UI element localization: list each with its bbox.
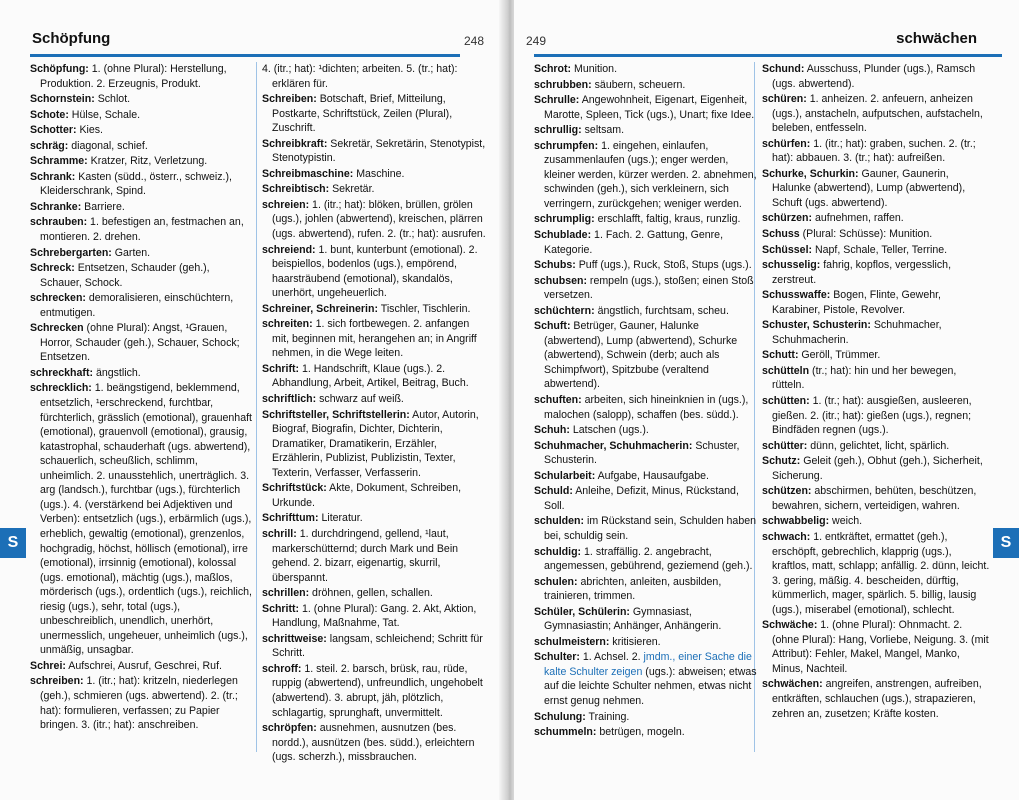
entry-definition: 1. Achsel. 2. — [579, 651, 644, 664]
entry-definition: Akte, Dokument, Schreiben, Urkunde. — [272, 482, 462, 509]
entry-definition: ängstlich. — [93, 366, 141, 379]
right-column-2 — [762, 62, 990, 722]
dictionary-entry — [30, 200, 252, 215]
dictionary-entry — [762, 62, 990, 91]
entry-headword: Schulung: — [534, 710, 586, 723]
entry-headword: schulmeistern: — [534, 635, 610, 648]
dictionary-entry — [534, 319, 760, 392]
entry-headword: Schreiben: — [262, 93, 317, 106]
entry-definition: weich. — [829, 515, 863, 528]
entry-definition: 1. sich fortbewegen. 2. anfangen mit, beginnen mit, herangehen an; in Angriff nehmen, in die Wege leiten. — [272, 318, 477, 360]
dictionary-entry — [30, 291, 252, 320]
dictionary-entry — [762, 243, 990, 258]
left-thumb-tab: S — [0, 528, 26, 558]
entry-headword: schräg: — [30, 139, 69, 152]
entry-definition: langsam, schleichend; Schritt für Schritt. — [272, 632, 483, 660]
dictionary-entry — [30, 92, 252, 107]
entry-definition: Entsetzen, Schauder (geh.), Schauer, Schock. — [40, 262, 210, 289]
entry-headword: schreiben: — [30, 675, 84, 688]
entry-definition: ausnehmen, ausnutzen (bes. nordd.), ausnützen (bes. südd.), erleichtern (ugs. scherzh.), missbrauchen. — [272, 722, 475, 764]
dictionary-entry — [534, 78, 760, 93]
entry-headword: schürfen: — [762, 137, 811, 150]
dictionary-entry — [534, 545, 760, 574]
entry-headword: Schreibkraft: — [262, 137, 328, 150]
entry-definition: 1. bunt, kunterbunt (emotional). 2. beispiellos, bodenlos (ugs.), empörend, haarsträubend (emotional), skandalös, unerhört, ungeheuerlich. — [272, 243, 478, 300]
dictionary-entry — [30, 215, 252, 244]
dictionary-entry — [262, 317, 488, 361]
entry-definition: Ausschuss, Plunder (ugs.), Ramsch (ugs. abwertend). — [772, 63, 976, 90]
dictionary-entry — [262, 243, 488, 301]
entry-definition: Garten. — [111, 246, 151, 259]
entry-headword: Schornstein: — [30, 93, 95, 106]
entry-definition: Gauner, Gaunerin, Halunke (abwertend), Lump (abwertend), Schuft (ugs. abwertend). — [772, 167, 966, 209]
entry-definition: Aufgabe, Hausaufgabe. — [595, 469, 709, 482]
dictionary-entry — [534, 62, 760, 77]
entry-definition: Napf, Schale, Teller, Terrine. — [812, 243, 948, 256]
entry-headword: schreiend: — [262, 243, 316, 256]
dictionary-entry — [762, 348, 990, 363]
dictionary-entry — [762, 530, 990, 617]
dictionary-entry — [30, 170, 252, 199]
entry-headword: schrecklich: — [30, 382, 92, 395]
entry-headword: schüchtern: — [534, 304, 595, 317]
right-thumb-tab: S — [993, 528, 1019, 558]
dictionary-entry — [262, 662, 488, 720]
left-column-divider — [256, 62, 257, 752]
entry-definition: Schlot. — [94, 93, 131, 106]
dictionary-entry — [30, 154, 252, 169]
entry-definition: 1. beängstigend, beklemmend, entsetzlich, ¹erschreckend, furchtbar, fürchterlich, grässlich (emotional), grauenhaft (emotional), grauenvoll (emotional), grausig, katastrophal, schauderhaft (ugs. abwertend), schauerlich, scheußlich, schlimm, unheimlich. 2. unausstehlich, unerträglich. 3. arg (landsch.), furchtbar (ugs.), fürchterlich (ugs.). 4. (verstärkend bei Adjektiven und Verben): entsetzlich (ugs.), erbärmlich (ugs.), erheblich, gewaltig (emotional), grenzenlos, hochgradig, höchst, höllisch (emotional), irre (emotional), irrsinnig (emotional), kolossal (ugs. emotional), mächtig (ugs.), maßlos, mörderisch (ugs.), ordentlich (ugs.), reichlich, riesig (ugs.), sehr, total (ugs.), unbeschreiblich, unendlich, unerhört, unermesslich, ungeheuer, unheimlich (ugs.), unmäßig, unsagbar. — [40, 382, 252, 657]
dictionary-entry — [534, 258, 760, 273]
dictionary-entry — [534, 484, 760, 513]
right-header-rule — [534, 54, 1002, 57]
entry-definition: Schuhmacher, Schuhmacherin. — [772, 319, 942, 346]
entry-definition: Maschine. — [353, 167, 405, 180]
entry-definition: arbeiten, sich hineinknien in (ugs.), malochen (salopp), schaffen (bes. südd.). — [544, 394, 749, 421]
dictionary-entry — [30, 674, 252, 732]
entry-definition: 1. steil. 2. barsch, brüsk, rau, rüde, ruppig (abwertend), unfreundlich, ungehobelt (abwertend). 3. abrupt, jäh, plötzlich, schlagartig, sprunghaft, unvermittelt. — [272, 662, 483, 719]
left-column-1 — [30, 62, 252, 734]
entry-headword: schrumplig: — [534, 213, 595, 226]
entry-definition: Botschaft, Brief, Mitteilung, Postkarte, Schriftstück, Zeilen (Plural), Zuschrift. — [272, 93, 453, 135]
dictionary-entry — [30, 139, 252, 154]
dictionary-entry — [262, 511, 488, 526]
entry-definition: 1. (itr.; hat): blöken, brüllen, grölen (ugs.), johlen (abwertend), kreischen, plärren (ugs. abwertend), rufen. 2. (tr.; hat): ausrufen. — [272, 198, 486, 241]
entry-headword: Schrift: — [262, 362, 300, 375]
entry-definition: Autor, Autorin, Biograf, Biografin, Dichter, Dichterin, Dramatiker, Dramatikerin, Erzähler, Erzählerin, Publizist, Publizistin, Texter, Texterin, Verfasser, Verfasserin. — [272, 408, 479, 479]
entry-headword: Schrot: — [534, 63, 572, 75]
dictionary-entry — [534, 123, 760, 138]
entry-headword: schrullig: — [534, 124, 582, 137]
entry-definition: (tr.; hat): hin und her bewegen, rütteln. — [772, 364, 957, 392]
dictionary-entry — [534, 139, 760, 212]
entry-definition: Geröll, Trümmer. — [798, 349, 881, 362]
entry-headword: Schurke, Schurkin: — [762, 167, 859, 180]
entry-headword: Schublade: — [534, 229, 592, 242]
left-column-2 — [262, 62, 488, 766]
entry-headword: Schund: — [762, 63, 805, 75]
entry-definition: Tischler, Tischlerin. — [378, 302, 471, 315]
entry-headword: Schuft: — [534, 320, 571, 333]
entry-headword: schreien: — [262, 198, 310, 211]
entry-definition: Barriere. — [81, 200, 125, 213]
entry-definition: Gymnasiast, Gymnasiastin; Anhänger, Anhängerin. — [544, 605, 722, 633]
entry-definition: 4. (itr.; hat): ¹dichten; arbeiten. 5. (tr.; hat): erklären für. — [262, 63, 458, 90]
entry-phrase-highlight: jmdm., einer Sache die kalte Schulter zeigen — [544, 651, 752, 678]
dictionary-entry — [762, 454, 990, 483]
right-column-1 — [534, 62, 760, 741]
dictionary-entry — [762, 677, 990, 721]
entry-definition: 1. anheizen. 2. anfeuern, anheizen (ugs.), anstacheln, aufputschen, aufstacheln, beleben, entfesseln. — [772, 93, 983, 135]
dictionary-entry — [30, 246, 252, 261]
entry-definition: 1. eingehen, einlaufen, zusammenlaufen (ugs.); enger werden, kleiner werden, kürzer werden. 2. abnehmen, schwinden (geh.), sich verkleinern, sich verringern, zurückgehen; weniger werden. — [544, 139, 757, 210]
entry-headword: schuften: — [534, 394, 582, 407]
dictionary-entry — [262, 392, 488, 407]
dictionary-entry — [534, 605, 760, 634]
entry-definition: 1. durchdringend, gellend, ¹laut, markerschütternd; durch Mark und Bein gehend. 2. bizarr, eigenartig, skurril, überspannt. — [272, 527, 459, 584]
entry-definition: 1. Handschrift, Klaue (ugs.). 2. Abhandlung, Arbeit, Artikel, Beitrag, Buch. — [272, 362, 469, 390]
entry-headword: schrillen: — [262, 587, 310, 600]
entry-definition: seltsam. — [581, 124, 625, 137]
entry-headword: schulden: — [534, 515, 585, 528]
entry-definition: demoralisieren, einschüchtern, entmutigen. — [40, 292, 234, 319]
dictionary-entry — [262, 167, 488, 182]
dictionary-entry — [30, 62, 252, 91]
dictionary-entry — [762, 227, 990, 242]
entry-headword: Schuld: — [534, 485, 573, 498]
dictionary-entry — [762, 439, 990, 454]
dictionary-entry — [262, 602, 488, 631]
entry-headword: schrittweise: — [262, 632, 327, 645]
entry-headword: schwächen: — [762, 678, 823, 691]
entry-definition: Betrüger, Gauner, Halunke (abwertend), Lump (abwertend), Schurke (abwertend), Schwein (derb; auch als Schimpfwort), Spitzbube (veraltend abwertend). — [544, 320, 738, 391]
entry-definition: Hülse, Schale. — [68, 108, 141, 121]
entry-headword: Schutz: — [762, 455, 801, 468]
entry-headword: schusselig: — [762, 259, 821, 272]
entry-headword: Schüssel: — [762, 243, 813, 256]
entry-definition: (Plural: Schüsse): Munition. — [799, 228, 933, 241]
entry-headword: Schutt: — [762, 349, 799, 362]
dictionary-entry — [262, 137, 488, 166]
entry-headword: schütter: — [762, 439, 808, 452]
entry-definition: Sekretär, Sekretärin, Stenotypist, Stenotypistin. — [272, 137, 486, 165]
entry-headword: Schöpfung: — [30, 63, 89, 75]
entry-definition: Kratzer, Ritz, Verletzung. — [87, 155, 208, 168]
entry-headword: schriftlich: — [262, 393, 317, 406]
dictionary-entry — [30, 261, 252, 290]
entry-headword: schulen: — [534, 575, 578, 588]
dictionary-entry — [534, 93, 760, 122]
dictionary-entry — [534, 393, 760, 422]
right-running-head: schwächen — [896, 30, 977, 47]
entry-headword: Schramme: — [30, 155, 88, 168]
entry-definition: 1. (ohne Plural): Ohnmacht. 2. (ohne Plural): Hang, Vorliebe, Neigung. 3. (mit Attribut): Fehler, Makel, Mangel, Manko, Minus, Nachteil. — [772, 619, 989, 675]
dictionary-entry — [534, 635, 760, 650]
left-page-number: 248 — [464, 34, 485, 48]
entry-headword: schuldig: — [534, 545, 582, 558]
entry-definition: säubern, scheuern. — [591, 78, 686, 91]
entry-definition: Anleihe, Defizit, Minus, Rückstand, Soll. — [544, 485, 739, 512]
dictionary-entry — [534, 725, 760, 740]
entry-definition: dröhnen, gellen, schallen. — [309, 587, 433, 600]
dictionary-entry — [762, 514, 990, 529]
dictionary-entry — [534, 650, 760, 708]
entry-definition: Kasten (südd., österr., schweiz.), Kleiderschrank, Spind. — [40, 170, 232, 198]
dictionary-entry — [262, 586, 488, 601]
entry-definition: 1. (tr.; hat): ausgießen, ausleeren, gießen. 2. (itr.; hat): gießen (ugs.), regnen; Bindfäden regnen (ugs.). — [772, 395, 972, 437]
entry-headword: schütteln — [762, 364, 810, 377]
dictionary-entry — [534, 304, 760, 319]
entry-headword: Schrecken — [30, 322, 84, 335]
dictionary-entry — [534, 228, 760, 257]
entry-headword: Schulter: — [534, 651, 580, 664]
dictionary-entry — [30, 366, 252, 381]
left-running-head: Schöpfung — [32, 30, 111, 47]
entry-definition: Latschen (ugs.). — [569, 424, 649, 437]
dictionary-entry — [262, 527, 488, 585]
dictionary-entry — [30, 659, 252, 674]
dictionary-entry — [534, 575, 760, 604]
entry-headword: Schwäche: — [762, 619, 818, 632]
dictionary-entry — [262, 198, 488, 242]
dictionary-entry — [262, 721, 488, 765]
entry-definition: Munition. — [571, 63, 618, 75]
entry-definition: abrichten, anleiten, ausbilden, trainieren, trimmen. — [544, 575, 722, 603]
entry-definition: 1. befestigen an, festmachen an, montieren. 2. drehen. — [40, 216, 244, 244]
entry-definition: Aufschrei, Ausruf, Geschrei, Ruf. — [65, 659, 222, 672]
entry-definition: Schuster, Schusterin. — [544, 439, 740, 467]
entry-definition: 1. entkräftet, ermattet (geh.), erschöpft, gebrechlich, klapprig (ugs.), kraftlos, matt, schlapp; anfällig. 2. dünn, leicht. 3. gering, mäßig. 4. bescheiden, dürftig, kümmerlich, mager, spärlich. 5. billig, lausig (ugs.), miserabel (emotional), schlecht. — [772, 530, 990, 616]
entry-headword: Schritt: — [262, 602, 300, 615]
dictionary-entry — [262, 632, 488, 661]
entry-definition: schwarz auf weiß. — [316, 393, 404, 406]
right-page — [514, 0, 1019, 800]
entry-headword: schröpfen: — [262, 722, 317, 735]
entry-definition: 1. straffällig. 2. angebracht, angemessen, gebührend, geziemend (geh.). — [544, 545, 753, 573]
entry-headword: schützen: — [762, 485, 812, 498]
entry-definition: Literatur. — [318, 512, 363, 525]
dictionary-entry — [762, 618, 990, 676]
entry-headword: schrauben: — [30, 216, 88, 229]
entry-definition: (ohne Plural): Angst, ¹Grauen, Horror, Schauder (geh.), Schauer, Schock; Entsetzen. — [40, 322, 240, 364]
entry-headword: Schusswaffe: — [762, 289, 831, 302]
entry-headword: schreckhaft: — [30, 366, 93, 379]
entry-definition: Angewohnheit, Eigenart, Eigenheit, Marotte, Spleen, Tick (ugs.), Unart; fixe Idee. — [544, 94, 755, 121]
entry-headword: Schubs: — [534, 259, 576, 272]
dictionary-entry — [534, 469, 760, 484]
entry-definition: rempeln (ugs.), stoßen; einen Stoß versetzen. — [544, 274, 754, 302]
entry-definition: fahrig, kopflos, vergesslich, zerstreut. — [772, 259, 952, 286]
entry-headword: schubsen: — [534, 274, 587, 287]
dictionary-entry — [762, 318, 990, 347]
entry-definition: 1. (itr.; hat): graben, suchen. 2. (tr.; hat): abbauen. 3. (tr.; hat): aufreißen. — [772, 137, 976, 165]
dictionary-entry — [30, 381, 252, 657]
dictionary-entry — [762, 167, 990, 211]
dictionary-entry — [762, 288, 990, 317]
entry-headword: Schriftsteller, Schriftstellerin: — [262, 408, 410, 421]
entry-headword: schwach: — [762, 530, 811, 543]
entry-headword: Schranke: — [30, 200, 82, 213]
entry-headword: Schularbeit: — [534, 469, 596, 482]
entry-definition-tail: (ugs.): abweisen; etwas auf die leichte Schulter nehmen, etwas nicht ernst genug nehmen. — [544, 665, 757, 707]
entry-headword: schütten: — [762, 395, 810, 408]
entry-headword: Schreiner, Schreinerin: — [262, 302, 378, 315]
dictionary-entry — [262, 92, 488, 136]
entry-headword: Schrulle: — [534, 94, 580, 107]
entry-definition: 1. (ohne Plural): Gang. 2. Akt, Aktion, Handlung, Maßnahme, Tat. — [272, 602, 477, 630]
entry-headword: Schotter: — [30, 124, 77, 137]
entry-definition: im Rückstand sein, Schulden haben bei, schuldig sein. — [544, 515, 756, 542]
entry-definition: 1. (itr.; hat): kritzeln, niederlegen (geh.), schmieren (ugs. abwertend). 2. (tr.; hat): formulieren, verfassen; zu Papier bringen. 3. (itr.; hat): anschreiben. — [40, 675, 238, 732]
entry-headword: Schrank: — [30, 170, 76, 183]
entry-headword: Schrei: — [30, 659, 66, 672]
dictionary-entry — [762, 364, 990, 393]
dictionary-entry — [534, 439, 760, 468]
dictionary-entry — [762, 484, 990, 513]
entry-headword: schrecken: — [30, 292, 86, 305]
entry-definition: Geleit (geh.), Obhut (geh.), Sicherheit, Sicherung. — [772, 455, 983, 482]
entry-headword: Schrifttum: — [262, 512, 319, 525]
right-page-number: 249 — [526, 34, 547, 48]
entry-headword: Schuss — [762, 228, 800, 241]
left-header-rule — [30, 54, 460, 57]
entry-headword: Schote: — [30, 108, 69, 121]
entry-headword: Schreck: — [30, 262, 75, 275]
entry-headword: Schreibmaschine: — [262, 167, 354, 180]
entry-definition: dünn, gelichtet, licht, spärlich. — [807, 439, 950, 452]
dictionary-entry — [534, 274, 760, 303]
dictionary-entry — [262, 302, 488, 317]
dictionary-entry — [262, 362, 488, 391]
entry-definition: Puff (ugs.), Ruck, Stoß, Stups (ugs.). — [575, 259, 752, 272]
dictionary-entry — [262, 182, 488, 197]
entry-headword: schrumpfen: — [534, 139, 599, 152]
entry-headword: Schüler, Schülerin: — [534, 605, 630, 618]
dictionary-entry — [762, 394, 990, 438]
entry-headword: Schuh: — [534, 424, 570, 437]
dictionary-entry — [30, 123, 252, 138]
entry-definition: Bogen, Flinte, Gewehr, Karabiner, Pistole, Revolver. — [772, 289, 942, 316]
entry-definition: 1. Fach. 2. Gattung, Genre, Kategorie. — [544, 229, 724, 256]
dictionary-entry — [262, 408, 488, 481]
dictionary-entry — [762, 211, 990, 226]
entry-definition: Sekretär. — [329, 183, 375, 196]
entry-headword: schüren: — [762, 93, 807, 106]
entry-definition: abschirmen, behüten, beschützen, bewahren, sichern, verteidigen, wahren. — [772, 485, 977, 512]
entry-definition: kritisieren. — [609, 635, 661, 648]
entry-headword: Schriftstück: — [262, 482, 327, 495]
dictionary-entry — [762, 258, 990, 287]
entry-headword: Schrebergarten: — [30, 246, 112, 259]
entry-headword: Schuster, Schusterin: — [762, 319, 871, 332]
dictionary-entry — [534, 514, 760, 543]
dictionary-entry — [762, 137, 990, 166]
entry-headword: schroff: — [262, 662, 302, 675]
entry-definition: ängstlich, furchtsam, scheu. — [594, 304, 729, 317]
entry-headword: schrubben: — [534, 78, 592, 91]
entry-definition: aufnehmen, raffen. — [812, 212, 904, 225]
entry-headword: schrill: — [262, 527, 297, 540]
entry-headword: schreiten: — [262, 318, 313, 331]
dictionary-entry — [534, 423, 760, 438]
entry-headword: schwabbelig: — [762, 515, 830, 528]
entry-headword: Schreibtisch: — [262, 183, 330, 196]
entry-definition: erschlafft, faltig, kraus, runzlig. — [594, 213, 741, 226]
dictionary-entry — [30, 321, 252, 365]
entry-headword: schummeln: — [534, 726, 597, 739]
entry-definition: angreifen, anstrengen, aufreiben, entkräften, schlauchen (ugs.), strapazieren, zehren an, zusetzen; Kräfte kosten. — [772, 678, 982, 720]
entry-headword: schürzen: — [762, 212, 813, 225]
entry-definition: Training. — [585, 710, 630, 723]
dictionary-entry — [534, 710, 760, 725]
dictionary-entry — [262, 62, 488, 91]
dictionary-entry — [762, 92, 990, 136]
dictionary-entry — [262, 481, 488, 510]
entry-definition: diagonal, schief. — [68, 139, 148, 152]
dictionary-entry — [534, 212, 760, 227]
entry-headword: Schuhmacher, Schuhmacherin: — [534, 439, 693, 452]
left-page — [0, 0, 506, 800]
entry-definition: betrügen, mogeln. — [596, 726, 685, 739]
entry-definition: Kies. — [76, 124, 103, 137]
dictionary-entry — [30, 108, 252, 123]
entry-definition: 1. (ohne Plural): Herstellung, Produktion. 2. Erzeugnis, Produkt. — [40, 63, 227, 90]
